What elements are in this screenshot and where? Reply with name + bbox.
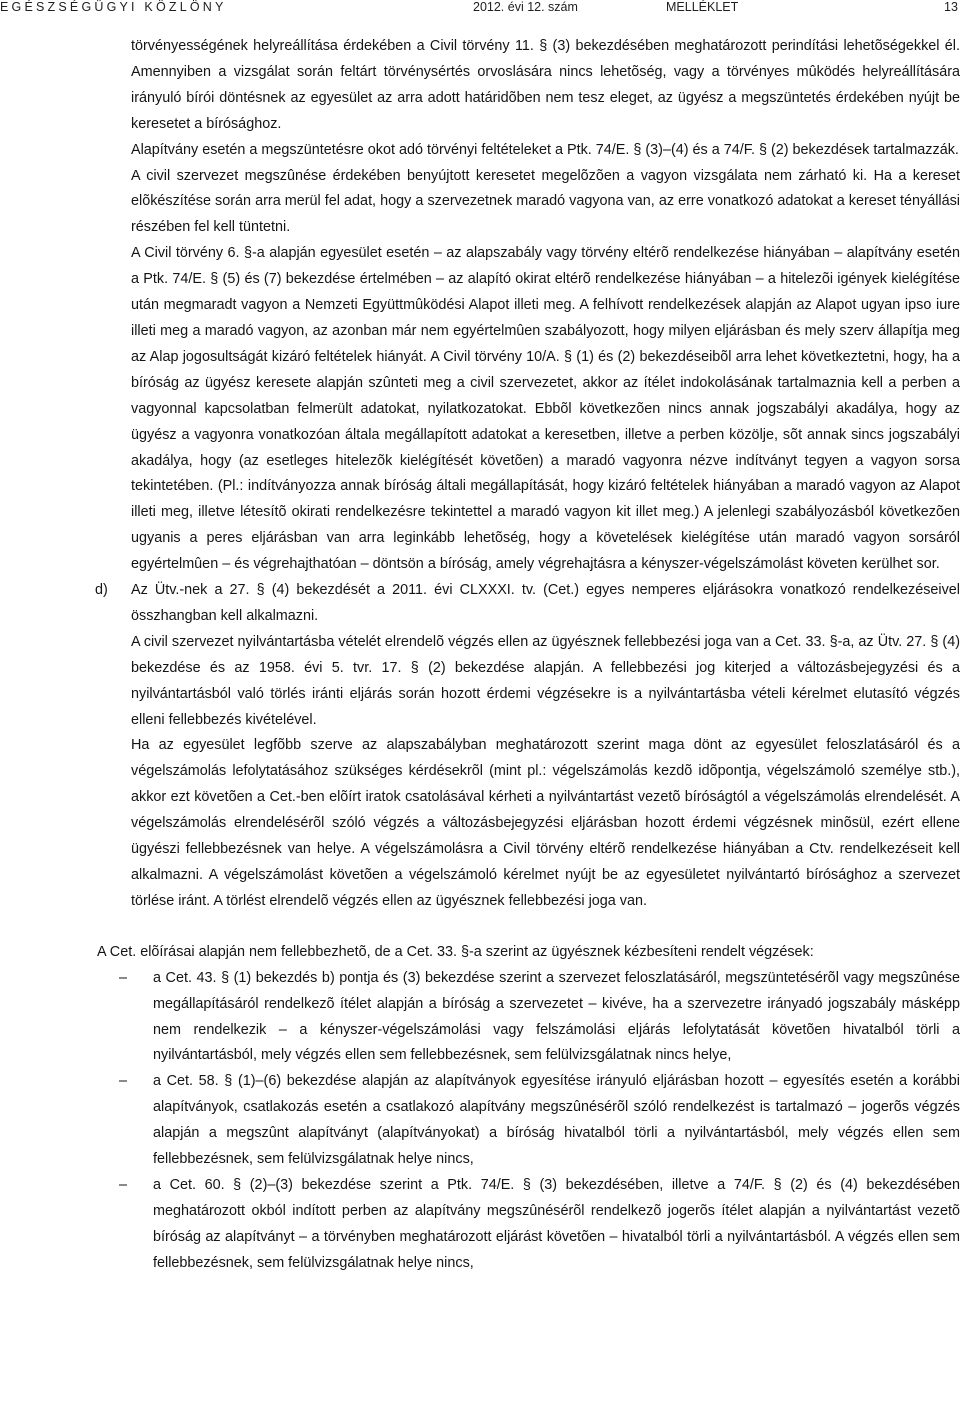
item-label: d) [95,582,108,599]
dash-list-item [119,1069,960,1173]
dash-item-text: a Cet. 58. § (1)–(6) bekezdése alapján az alapítványok egyesítése irányuló eljárásban hozott – egyesítés esetén a korábbi alapítványok, csatlakozás esetén a csatlakozó alapítvány megszûnésérõl szóló rendelkezést is tartalmazó – jogerõs végzés alapján a megszûnt alapítványt (alapítványokat) a bíróság hivatalból törli a nyilvántartásból, mely végzés ellen sem fellebbezésnek, sem felülvizsgálatnak helye nincs, [153,1073,960,1168]
item-paragraph: Az Ütv.-nek a 27. § (4) bekezdését a 2011. évi CLXXXI. tv. (Cet.) egyes nemperes eljárásokra vonatkozó rendelkezéseivel összhangban kell alkalmazni. [131,582,960,624]
item-paragraph: Ha az egyesület legfõbb szerve az alapszabályban meghatározott szerint maga dönt az egyesület feloszlatásáról és a végelszámolás lefolytatásához szükséges kérdésekrõl (mint pl.: végelszámolás kezdõ idõpontja, végelszámoló személye stb.), akkor ezt követõen a Cet.-ben elõírt iratok csatolásával kérheti a nyilvántartást vezetõ bíróságtól a végelszámolás elrendelését. A végelszámolás elrendelésérõl szóló végzés a változásbejegyzési eljárásban hozott érdemi végzésnek minõsül, ezért ellene ügyészi fellebbezésnek van helye. A végelszámolásra a Civil törvény eltérõ rendelkezése hiányában a Ctv. rendelkezéseit kell alkalmazni. A végelszámolást követõen a végelszámoló kérelmet nyújt be az egyesületet nyilvántartó bírósághoz a szervezet törlése iránt. A törlést elrendelõ végzés ellen az ügyésznek fellebbezési joga van. [131,737,960,909]
body-paragraph: Alapítvány esetén a megszüntetésre okot adó törvényi feltételeket a Ptk. 74/E. § (3)–(4) és a 74/F. § (2) bekezdések tartalmazzák. [131,141,959,158]
page-header [0,0,960,20]
closing-lead: A Cet. elõírásai alapján nem fellebbezhetõ, de a Cet. 33. §-a szerint az ügyésznek kézbesíteni rendelt végzések: [97,943,814,960]
dash-list-item [119,966,960,1070]
page-number: 13 [944,0,958,14]
section-label: MELLÉKLET [666,0,739,14]
dash-bullet: – [119,969,128,986]
dash-bullet: – [119,1176,128,1193]
body-paragraph: A civil szervezet megszûnése érdekében benyújtott keresetet megelõzõen a vagyon vizsgálata nem zárható ki. Ha a kereset elõkészítése során arra merül fel adat, hogy a szervezetnek maradó vagyona van, az erre vonatkozó adatokat a kereset tényállási részében fel kell tüntetni. [131,167,960,236]
body-paragraph: törvényességének helyreállítása érdekében a Civil törvény 11. § (3) bekezdésében meghatározott perindítási lehetõségekkel él. Amennyiben a vizsgálat során feltárt törvénysértés orvoslására nincs lehetõség, vagy a törvényes mûködés helyreállítására irányuló bírói döntésnek az egyesület az arra adott határidõben nem tesz eleget, az ügyész a megszüntetés érdekében nyújt be keresetet a bírósághoz. [131,38,960,132]
dash-item-text: a Cet. 43. § (1) bekezdés b) pontja és (3) bekezdése szerint a szervezet feloszlatásáról, megszüntetésérõl vagy megszûnése megállapításáról rendelkezõ ítélet alapján a bíróság a szervezetet – kivéve, ha a szervezetre irányadó jogszabály másképp nem rendelkezik – a kényszer-végelszámolási vagy felszámolási eljárás lefolytatását követõen hivatalból törli a nyilvántartásból, mely végzés ellen sem fellebbezésnek, sem felülvizsgálatnak nincs helye, [153,969,960,1064]
dash-bullet: – [119,1073,128,1090]
item-paragraph: A civil szervezet nyilvántartásba vételét elrendelõ végzés ellen az ügyésznek fellebbezési joga van a Cet. 33. §-a, az Ütv. 27. § (4) bekezdése és az 1958. évi 5. tvr. 17. § (2) bekezdése alapján. A fellebbezési jog kiterjed a változásbejegyzési és a nyilvántartásból való törlés iránti eljárás során hozott érdemi végzésekre is a nyilvántartásba vételi kérelmet elutasító végzés elleni fellebbezés kivételével. [131,633,960,728]
issue-number: 2012. évi 12. szám [473,0,578,14]
body-paragraph: A Civil törvény 6. §-a alapján egyesület esetén – az alapszabály vagy törvény eltérõ rendelkezése hiányában – alapítvány esetén a Ptk. 74/E. § (5) és (7) bekezdése értelmében – az alapító okirat eltérõ rendelkezése hiányában – a hitelezõi igények kielégítése után megmaradt vagyon a Nemzeti Együttmûködési Alapot illeti meg. A felhívott rendelkezések alapján az Alapot ugyan ipso iure illeti meg a maradó vagyon, az azonban már nem egyértelmûen szabályozott, hogy milyen eljárásban és mely szerv állapítja meg az Alap jogosultságát kizáró feltételek hiányát. A Civil törvény 10/A. § (1) és (2) bekezdéseibõl arra lehet következtetni, hogy, ha a bíróság az ügyész keresete alapján szûnteti meg a civil szervezetet, akkor az ítélet indokolásának tartalmaznia kell a perben a vagyonnal kapcsolatban felmerült adatokat, nyilatkozatokat. Ebbõl következõen nincs annak jogszabályi akadálya, hogy az ügyész a vagyonra vonatkozóan általa megállapított adatokat a keresetben, illetve a perben közölje, sõt annak sincs jogszabályi akadálya, hogy (az esetleges hitelezõk kielégítését követõen) a maradó vagyonra nézve indítványt tegyen a vagyon sorsa tekintetében. (Pl.: indítványozza annak bíróság általi megállapítását, hogy kizáró feltételek hiányában a maradó vagyon az Alapot illeti meg, illetve létesítõ okirati rendelkezésre tekintettel a maradó vagyon kit illet meg.) A jelenlegi szabályozásból következõen ugyanis a peres eljárásban van arra leginkább lehetõség, hogy a követelések kielégítése után maradó vagyon sorsáról egyértelmûen – és végrehajthatóan – döntsön a bíróság, amely végrehajtásra a kényszer-végelszámolást követen kerülhet sor. [131,245,960,573]
page-body [0,34,960,1277]
journal-title: EGÉSZSÉGÜGYI KÖZLÖNY [0,0,227,14]
dash-item-text: a Cet. 60. § (2)–(3) bekezdése szerint a Ptk. 74/E. § (3) bekezdésében, illetve a 74/F. § (2) és (4) bekezdésében meghatározott okból indított perben az alapítvány megszûnésérõl rendelkezõ jogerõs ítélet alapján a nyilvántartást vezetõ bíróság az alapítványt – a törvényben meghatározott eljárást követõen – hivatalból törli a nyilvántartásból. A végzés ellen sem fellebbezésnek, sem felülvizsgálatnak helye nincs, [153,1176,960,1271]
list-item-d [0,578,960,915]
dash-list-item [119,1173,960,1277]
